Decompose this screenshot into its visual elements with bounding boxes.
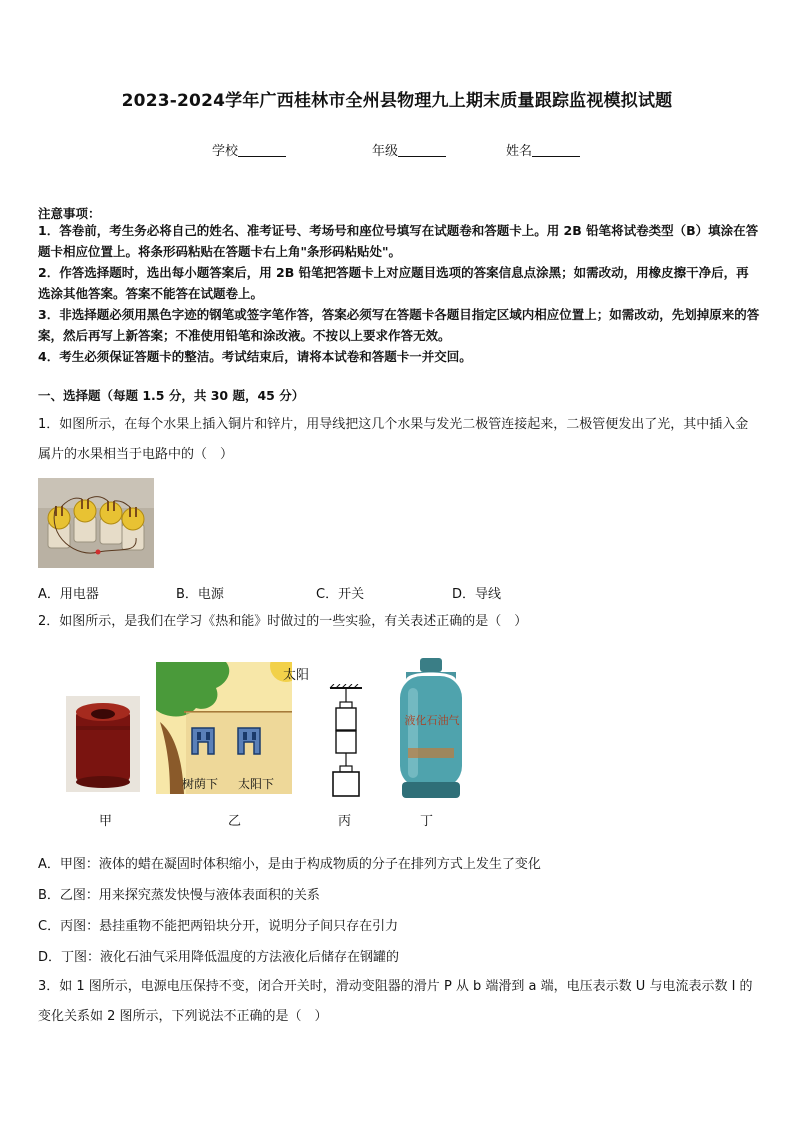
note-4: 4．考生必须保证答题卡的整洁。考试结束后，请将本试卷和答题卡一并交回。 [38, 349, 472, 364]
grade-field [372, 140, 446, 159]
q2-option-c[interactable]: C．丙图：悬挂重物不能把两铅块分开，说明分子间只存在引力 [38, 919, 399, 934]
sun-label: 太阳 [283, 668, 310, 683]
q2-option-b[interactable]: B．乙图：用来探究蒸发快慢与液体表面积的关系 [38, 888, 320, 903]
question-1-stem: 1．如图所示，在每个水果上插入铜片和锌片，用导线把这几个水果与发光二极管连接起来，二极管便发出了光，其中插入金属片的水果相当于电路中的（ ） [38, 417, 749, 462]
fruit-battery-photo [38, 478, 154, 568]
q1-option-d[interactable]: D．导线 [452, 587, 502, 602]
section-heading: 一、选择题（每题 1.5 分，共 30 题，45 分） [38, 388, 305, 403]
caption-yi: 乙 [228, 814, 242, 829]
note-2: 2．作答选择题时，选出每小题答案后，用 2B 铅笔把答题卡上对应题目选项的答案信息点涂黑；如需改动，用橡皮擦干净后，再选涂其他答案。答案不能答在试题卷上。 [38, 265, 749, 301]
name-blank[interactable] [532, 144, 580, 157]
name-label: 姓名 [506, 144, 533, 159]
notes-heading: 注意事项： [38, 206, 101, 221]
grade-blank[interactable] [398, 144, 446, 157]
q1-option-b[interactable]: B．电源 [176, 587, 224, 602]
page-title: 2023-2024学年广西桂林市全州县物理九上期末质量跟踪监视模拟试题 [121, 91, 673, 111]
figure-bing-lead-blocks [328, 684, 364, 800]
school-field [212, 140, 286, 159]
caption-bing: 丙 [338, 814, 352, 829]
q1-option-a[interactable]: A．用电器 [38, 587, 99, 602]
shade-label: 树荫下 [182, 777, 219, 791]
school-blank[interactable] [238, 144, 286, 157]
figure-ding-gas-tank [396, 658, 466, 800]
question-2-stem: 2．如图所示，是我们在学习《热和能》时做过的一些实验，有关表述正确的是（ ） [38, 614, 528, 629]
q2-option-a[interactable]: A．甲图：液体的蜡在凝固时体积缩小，是由于构成物质的分子在排列方式上发生了变化 [38, 857, 541, 872]
note-1: 1．答卷前，考生务必将自己的姓名、准考证号、考场号和座位号填写在试题卷和答题卡上。用 2B 铅笔将试卷类型（B）填涂在答题卡相应位置上。将条形码粘贴在答题卡右上角"条形码粘贴处"。 [38, 223, 759, 259]
q1-option-c[interactable]: C．开关 [316, 587, 365, 602]
grade-label: 年级 [372, 144, 399, 159]
tank-label: 液化石油气 [404, 714, 460, 727]
note-3: 3．非选择题必须用黑色字迹的钢笔或签字笔作答，答案必须写在答题卡各题目指定区域内相应位置上；如需改动，先划掉原来的答案，然后再写上新答案；不准使用铅笔和涂改液。不按以上要求作答无效。 [38, 307, 760, 343]
school-label: 学校 [212, 144, 239, 159]
caption-ding: 丁 [420, 814, 434, 829]
sunlit-label: 太阳下 [238, 777, 275, 791]
caption-jia: 甲 [99, 814, 113, 829]
q2-option-d[interactable]: D．丁图：液化石油气采用降低温度的方法液化后储存在钢罐的 [38, 950, 400, 965]
figure-jia-wax [66, 696, 140, 792]
name-field [506, 140, 580, 159]
question-3-stem: 3．如 1 图所示，电源电压保持不变，闭合开关时，滑动变阻器的滑片 P 从 b 端滑到 a 端，电压表示数 U 与电流表示数 I 的变化关系如 2 图所示，下列说法不正确的是（ ） [38, 979, 753, 1024]
